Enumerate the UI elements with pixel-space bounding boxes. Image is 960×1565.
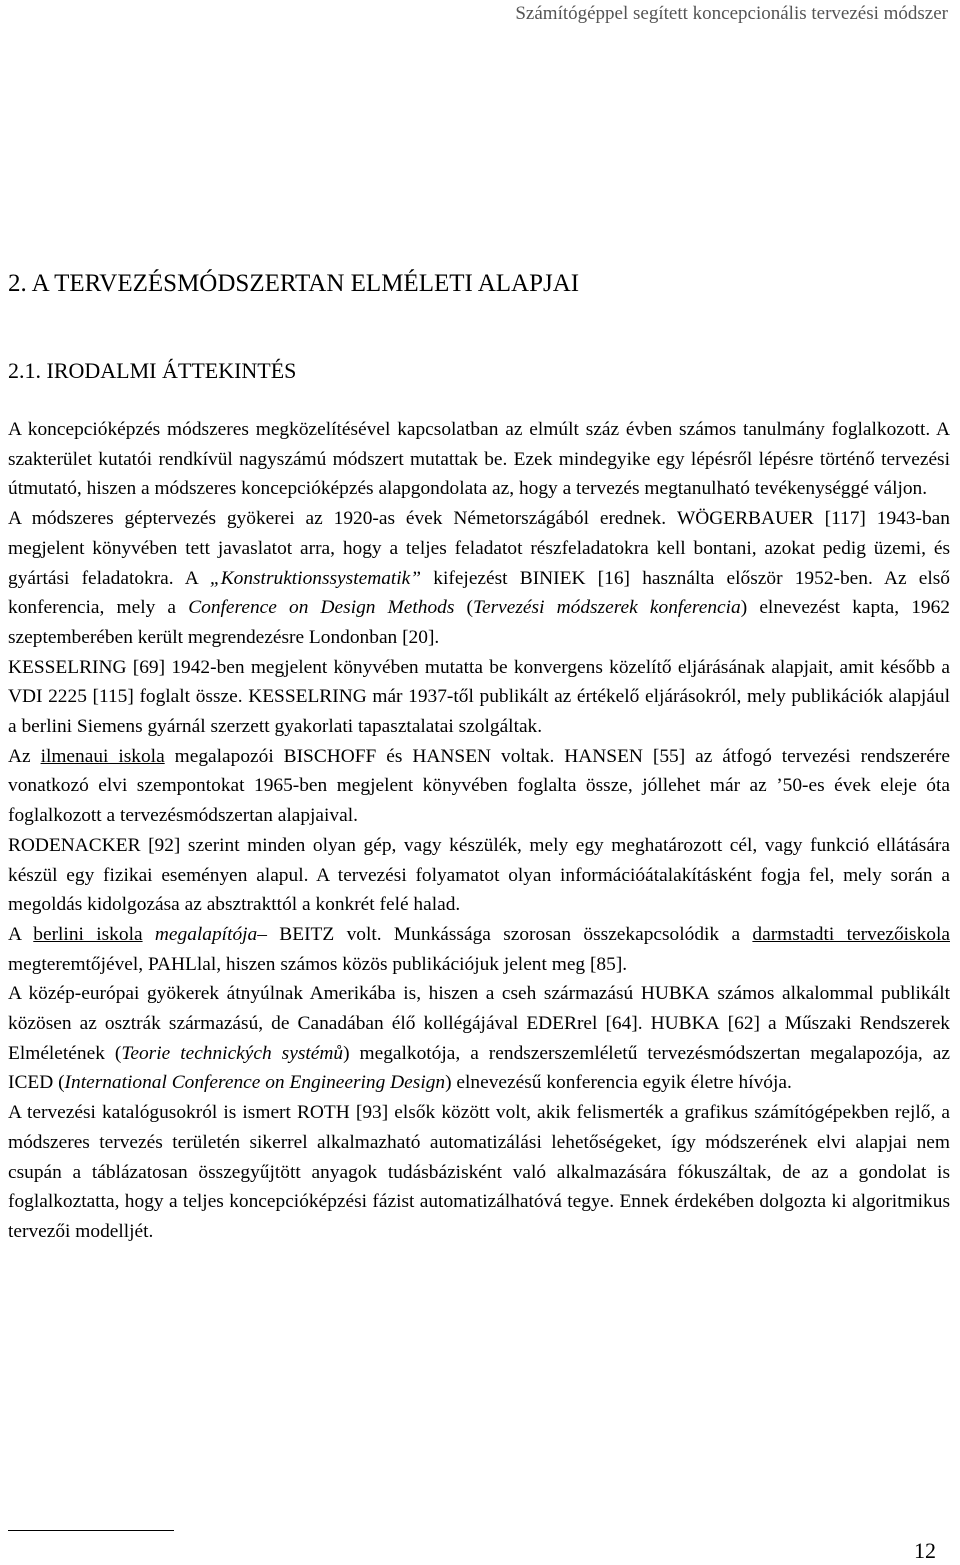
author-name: HANSEN [564,745,643,767]
italic-term: Teorie technických systémů [121,1042,344,1064]
author-name: KESSELRING [248,686,367,708]
text: ) megalkotója, a rendszerszemléletű tervezésmódszertan megalapozója, az ICED ( [8,1042,950,1094]
text: rel [64]. [576,1013,651,1035]
author-name: HANSEN [412,745,492,767]
text: volt. Munkássága szorosan összekapcsolódik a [334,923,753,945]
underlined-term: darmstadti tervezőiskola [752,923,950,945]
paragraph-7 [8,979,950,1098]
body-text [8,415,950,1247]
text [143,924,155,945]
text: [117] 1943-ban megjelent könyvében tett javaslatot arra, hogy a teljes feladatot részfeladatokra kell bontani, azokat pedig üzemi, és gyártási feladatokra. A [8,508,950,589]
text: A [8,923,34,945]
text: ) elnevezésű konferencia egyik életre hívója. [445,1072,792,1094]
text: és [376,745,413,767]
text: [69] 1942-ben megjelent könyvében mutatta be konvergens közelítő eljárásának alapjait, amit később a VDI 2225 [115] foglalt össze. [8,656,950,708]
text: már 1937-től publikált az értékelő eljárásokról, mely publikációk alapjául a berlini Siemens gyárnál szerzett gyakorlati tapasztalatai szolgáltak. [8,686,950,738]
text: ( [454,597,474,619]
paragraph-6 [8,920,950,979]
text: [93] elsők között volt, akik felismerték a grafikus számítógépekben rejlő, a módszeres tervezés területén sikerrel alkalmazható automatizálási lehetőségeket, így módszerének elvi alapjai nem csupán a táblázatosan összegyűjtött anyagok tudásbázisként való alkalmazására fókuszáltak, de az a gondolat is foglalkoztatta, hogy a teljes koncepcióképzési fázist automatizálhatóvá tegye. Ennek érdekében dolgozta ki algoritmikus tervezői modelljét. [8,1102,950,1242]
text: ) elnevezést kapta, 1962 szeptemberében került megrendezésre Londonban [20]. [8,597,950,648]
paragraph-8 [8,1098,950,1247]
author-name: ROTH [297,1102,350,1124]
section-heading-text: IRODALMI ÁTTEKINTÉS [46,358,297,383]
italic-term: „Konstruktionssystematik” [209,567,422,589]
author-name: BEITZ [279,923,335,945]
chapter-title: 2. A TERVEZÉSMÓDSZERTAN ELMÉLETI ALAPJAI [8,270,580,297]
italic-term: Conference on Design Methods [188,597,455,619]
author-name: BISCHOFF [283,745,377,767]
underlined-term: berlini iskola [33,923,143,945]
text: A módszeres géptervezés gyökerei az 1920-as évek Németországából erednek. [8,508,677,530]
paragraph-3 [8,653,950,742]
author-name: RODENACKER [8,834,141,856]
text: megteremtőjével, [8,953,148,975]
paragraph-4 [8,742,950,831]
text: [62] a Műszaki Rendszerek Elméletének ( [8,1013,950,1064]
text: voltak. [491,745,565,767]
paragraph-2 [8,504,950,653]
underlined-term: ilmenaui iskola [40,745,165,767]
text: – [257,923,280,945]
page-number: 12 [914,1538,936,1563]
italic-term: megalapítója [154,923,258,945]
italic-term: Tervezési módszerek konferencia [473,597,741,619]
text: A koncepcióképzés módszeres megközelítésével kapcsolatban az elmúlt száz évben számos tanulmány foglalkozott. A szakterület kutatói rendkívül nagyszámú módszert mutattak be. Ezek mindegyike egy lépésről lépésre történő tervezési útmutató, hiszen a módszeres koncepcióképzés alapgondolata az, hogy a tervezés megtanulható tevékenységgé váljon. [8,419,950,500]
running-header: Számítógéppel segített koncepcionális tervezési módszer [515,3,948,24]
section-number: 2.1. [8,358,41,383]
text: [55] az átfogó tervezési rendszerére vonatkozó elvi szempontokat 1965-ben megjelent könyvében foglalta össze, jóllehet már az ’50-es évek eleje óta foglalkozott a tervezésmódszertan alapjaival. [8,745,950,827]
text: számos alkalommal publikált közösen az osztrák származású, de Canadában élő kollégájával [8,983,950,1035]
footer-rule [8,1530,174,1531]
italic-term: International Conference on Engineering Design [64,1072,446,1094]
author-name: EDER [526,1013,577,1035]
text: lal, hiszen számos közös publikációjuk jelent meg [85]. [196,953,628,975]
text: A tervezési katalógusokról is ismert [8,1102,297,1124]
author-name: PAHL [148,953,197,975]
text: Az [8,745,41,767]
text: megalapozói [164,745,284,767]
text: kifejezést [421,567,520,589]
paragraph-1 [8,415,950,504]
text: [16] használta először 1952-ben. Az első konferencia, mely a [8,567,950,619]
text: [92] szerint minden olyan gép, vagy készülék, mely egy meghatározott cél, vagy funkció ellátására készül egy fizikai eseményen alapul. A tervezési folyamatot olyan információátalakításként fogja fel, mely során a megoldás kidolgozása az absztrakttól a konkrét felé halad. [8,834,950,916]
author-name: WÖGERBAUER [676,508,814,530]
author-name: BINIEK [519,567,586,589]
section-title [8,358,296,384]
author-name: HUBKA [650,1013,720,1035]
author-name: KESSELRING [8,656,127,678]
text: A közép-európai gyökerek átnyúlnak Amerikába is, hiszen a cseh származású [8,983,641,1005]
paragraph-5 [8,831,950,920]
author-name: HUBKA [640,983,710,1005]
